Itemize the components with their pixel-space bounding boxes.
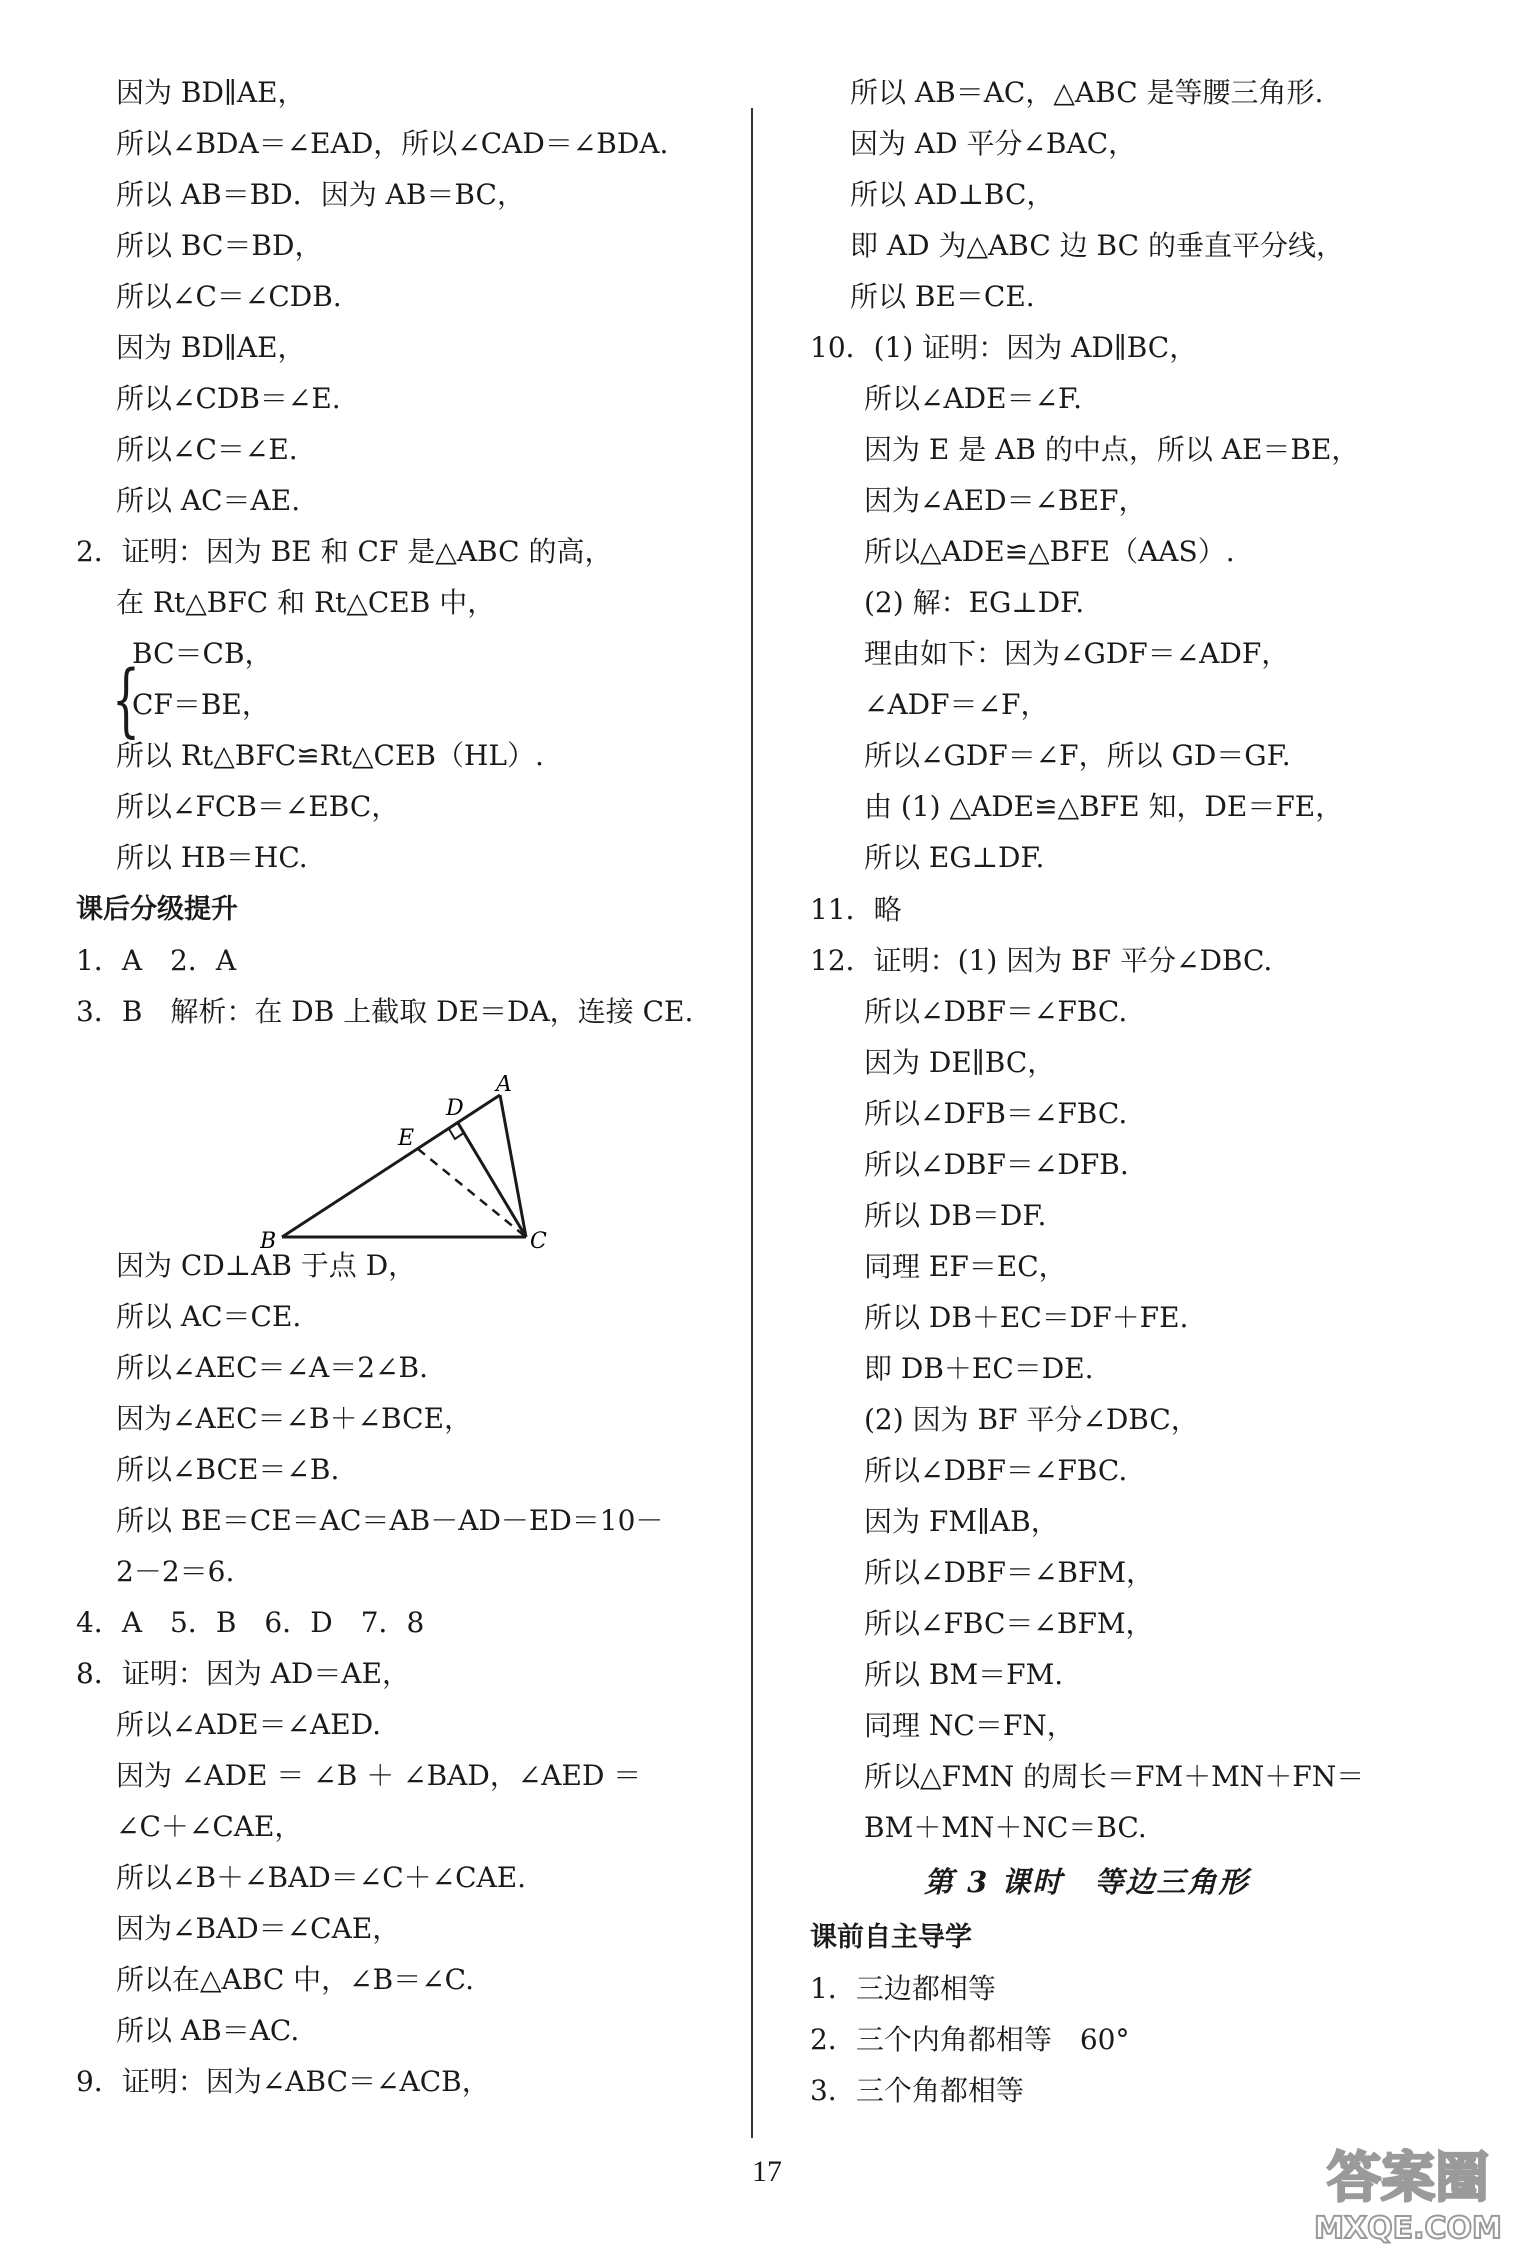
text-line: 11．略	[810, 893, 902, 926]
text-line: 所以∠ADE＝∠F.	[864, 382, 1082, 415]
text-line: 所以△ADE≌△BFE（AAS）.	[864, 535, 1235, 568]
text-line: 所以∠C＝∠E.	[116, 433, 298, 466]
text-line: 因为 CD⊥AB 于点 D，	[116, 1249, 417, 1282]
text-line: 2．三个内角都相等 60°	[810, 2023, 1130, 2056]
text-line: 因为∠BAD＝∠CAE，	[116, 1912, 401, 1945]
text-line: ∠ADF＝∠F，	[864, 688, 1049, 721]
column-divider	[751, 108, 753, 2138]
text-line: 所以∠ADE＝∠AED.	[116, 1708, 382, 1741]
text-line: CF＝BE，	[132, 688, 270, 721]
text-line: 所以 AB＝AC.	[116, 2014, 300, 2047]
text-line: 所以 BM＝FM.	[864, 1658, 1064, 1691]
text-line: 因为 FM∥AB，	[864, 1505, 1059, 1538]
watermark-bottom: MXQE.COM	[1314, 2211, 1502, 2246]
label-A: A	[496, 1075, 512, 1097]
text-line: 所以 AC＝AE.	[116, 484, 301, 517]
text-line: 因为∠AED＝∠BEF，	[864, 484, 1147, 517]
text-line: 同理 NC＝FN，	[864, 1709, 1075, 1742]
segment-BA	[282, 1095, 500, 1237]
text-line: 理由如下：因为∠GDF＝∠ADF，	[864, 637, 1290, 670]
text-line: (2) 解：EG⊥DF.	[864, 586, 1085, 619]
label-B: B	[260, 1229, 277, 1254]
watermark-logo	[1298, 2138, 1518, 2250]
text-line: 因为 E 是 AB 的中点，所以 AE＝BE，	[864, 433, 1360, 466]
text-line: 所以在△ABC 中，∠B＝∠C.	[116, 1963, 474, 1996]
system-brace: {	[112, 653, 140, 746]
text-line: 所以∠DBF＝∠DFB.	[864, 1148, 1129, 1181]
label-E: E	[398, 1126, 415, 1151]
text-line: 因为 AD 平分∠BAC，	[850, 127, 1137, 160]
text-line: 9．证明：因为∠ABC＝∠ACB，	[76, 2065, 490, 2098]
text-line: 所以 Rt△BFC≌Rt△CEB（HL）.	[116, 739, 544, 772]
text-line: 所以∠DBF＝∠FBC.	[864, 995, 1128, 1028]
text-line: 因为 BD∥AE，	[116, 76, 306, 109]
text-line: 因为 DE∥BC，	[864, 1046, 1056, 1079]
text-line: ∠C＋∠CAE，	[116, 1810, 303, 1843]
text-line: 由 (1) △ADE≌△BFE 知，DE＝FE，	[864, 790, 1344, 823]
text-line: 所以∠DFB＝∠FBC.	[864, 1097, 1128, 1130]
text-line: 所以∠FBC＝∠BFM，	[864, 1607, 1154, 1640]
section-heading: 课前自主导学	[810, 1922, 972, 1953]
text-line: 所以∠CDB＝∠E.	[116, 382, 341, 415]
text-line: 12．证明：(1) 因为 BF 平分∠DBC.	[810, 944, 1273, 977]
text-line: BM＋MN＋NC＝BC.	[864, 1811, 1147, 1844]
watermark-top: 答案圈	[1327, 2146, 1489, 2209]
text-line: 3．B 解析：在 DB 上截取 DE＝DA，连接 CE.	[76, 995, 694, 1028]
text-line: 2－2＝6.	[116, 1555, 235, 1588]
text-line: 所以∠BCE＝∠B.	[116, 1453, 340, 1486]
text-line: 因为 ∠ADE ＝ ∠B ＋ ∠BAD，∠AED ＝	[116, 1759, 642, 1792]
page-number: 17	[752, 2155, 782, 2188]
text-line: 同理 EF＝EC，	[864, 1250, 1067, 1283]
text-line: 所以∠AEC＝∠A＝2∠B.	[116, 1351, 428, 1384]
text-line: 因为∠AEC＝∠B＋∠BCE，	[116, 1402, 473, 1435]
text-line: 2．证明：因为 BE 和 CF 是△ABC 的高，	[76, 535, 613, 568]
text-line: 在 Rt△BFC 和 Rt△CEB 中，	[116, 586, 496, 619]
text-line: (2) 因为 BF 平分∠DBC，	[864, 1403, 1199, 1436]
section-heading: 课后分级提升	[76, 894, 238, 925]
segment-EC	[418, 1149, 526, 1237]
triangle-figure	[260, 1075, 580, 1265]
text-line: 1．三边都相等	[810, 1972, 996, 2005]
text-line: 因为 BD∥AE，	[116, 331, 306, 364]
text-line: 所以∠DBF＝∠BFM，	[864, 1556, 1155, 1589]
label-D: D	[446, 1096, 464, 1121]
text-line: 1．A 2．A	[76, 944, 237, 977]
text-line: 所以 HB＝HC.	[116, 841, 308, 874]
text-line: 3．三个角都相等	[810, 2074, 1024, 2107]
text-line: 即 AD 为△ABC 边 BC 的垂直平分线，	[850, 229, 1344, 262]
text-line: 即 DB＋EC＝DE.	[864, 1352, 1094, 1385]
text-line: 所以 AB＝AC，△ABC 是等腰三角形.	[850, 76, 1324, 109]
text-line: 所以△FMN 的周长＝FM＋MN＋FN＝	[864, 1760, 1365, 1793]
text-line: 所以 EG⊥DF.	[864, 841, 1045, 874]
text-line: 所以∠B＋∠BAD＝∠C＋∠CAE.	[116, 1861, 527, 1894]
text-line: 所以∠GDF＝∠F，所以 GD＝GF.	[864, 739, 1291, 772]
lesson-title: 第 3 课时 等边三角形	[924, 1865, 1250, 1899]
label-C: C	[530, 1229, 547, 1254]
text-line: 10．(1) 证明：因为 AD∥BC，	[810, 331, 1198, 364]
text-line: 所以∠FCB＝∠EBC，	[116, 790, 400, 823]
text-line: 所以 BE＝CE.	[850, 280, 1035, 313]
text-line: 4．A 5．B 6．D 7．8	[76, 1606, 425, 1639]
text-line: 所以∠DBF＝∠FBC.	[864, 1454, 1128, 1487]
text-line: 所以 AD⊥BC，	[850, 178, 1055, 211]
text-line: 所以 BE＝CE＝AC＝AB－AD－ED＝10－	[116, 1504, 664, 1537]
text-line: 所以 BC＝BD，	[116, 229, 323, 262]
text-line: 所以 DB＝DF.	[864, 1199, 1047, 1232]
text-line: 所以∠C＝∠CDB.	[116, 280, 342, 313]
text-line: 所以∠BDA＝∠EAD，所以∠CAD＝∠BDA.	[116, 127, 669, 160]
text-line: BC＝CB，	[132, 637, 273, 670]
text-line: 8．证明：因为 AD＝AE，	[76, 1657, 411, 1690]
text-line: 所以 DB＋EC＝DF＋FE.	[864, 1301, 1189, 1334]
text-line: 所以 AB＝BD．因为 AB＝BC，	[116, 178, 525, 211]
text-line: 所以 AC＝CE.	[116, 1300, 302, 1333]
